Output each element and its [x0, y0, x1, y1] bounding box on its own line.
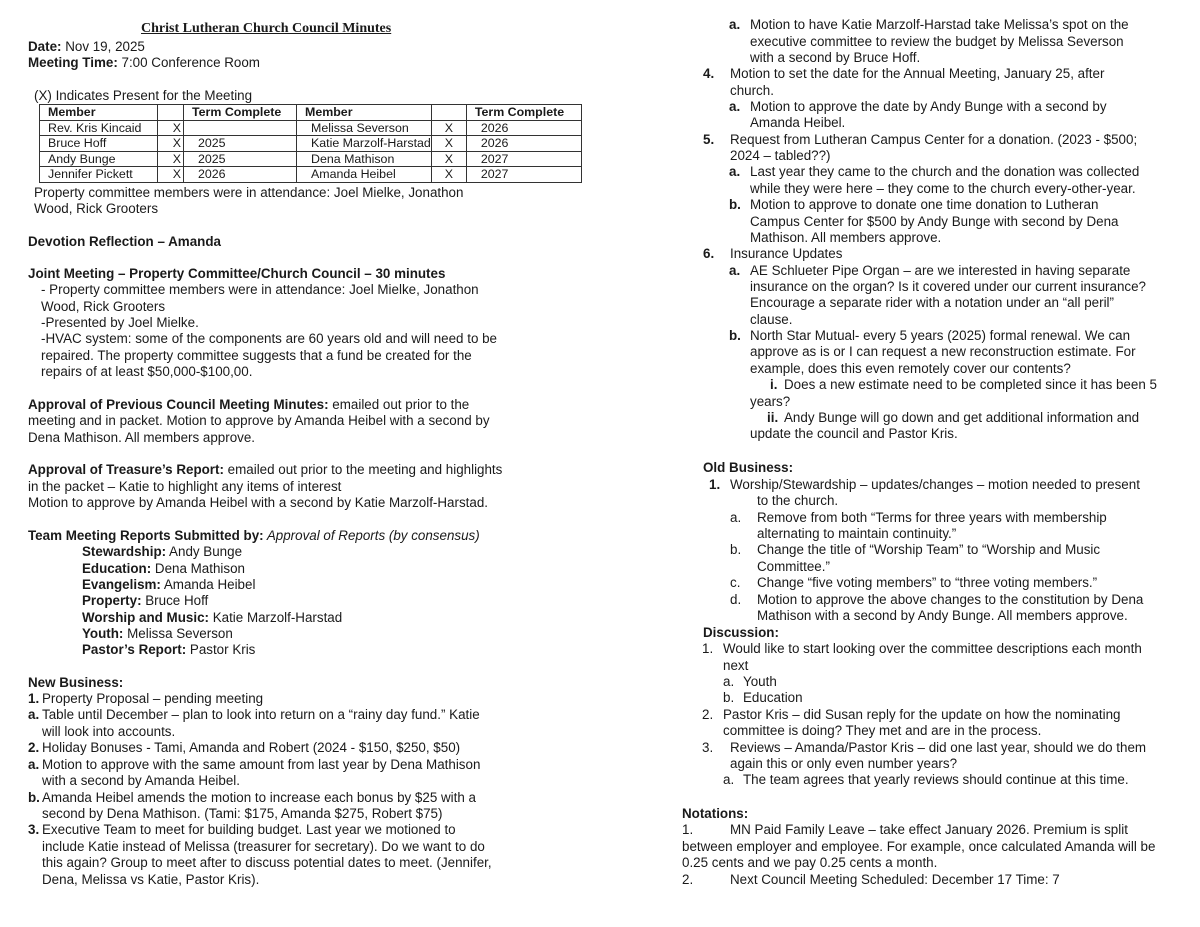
list-item: insurance on the organ? Is it covered under our current insurance?: [750, 279, 1147, 294]
list-item: Mathison. All members approve.: [750, 230, 942, 245]
list-item: Insurance Updates: [730, 246, 843, 261]
list-marker: a.: [723, 674, 735, 689]
list-item: Dena, Melissa vs Katie, Pastor Kris).: [42, 872, 260, 887]
list-item: clause.: [750, 312, 793, 327]
list-marker: 2.: [682, 872, 694, 887]
list-item: alternating to maintain continuity.”: [757, 526, 957, 541]
member-name: Rev. Kris Kincaid: [40, 120, 158, 136]
member-name: Katie Marzolf-Harstad: [297, 136, 432, 152]
column-header: Term Complete: [184, 105, 297, 121]
member-name: Jennifer Pickett: [40, 167, 158, 183]
table-row: [40, 151, 582, 167]
table-row: [40, 120, 582, 136]
list-marker: b.: [729, 328, 741, 343]
term-year: [184, 120, 297, 136]
list-marker: 2.: [28, 740, 40, 755]
term-year: 2027: [466, 151, 581, 167]
list-item: approve as is or I can request a new reconstruction estimate. For: [750, 344, 1136, 359]
new-business-heading: New Business:: [28, 675, 124, 690]
team-report-item: Property: Bruce Hoff: [82, 593, 209, 608]
joint-meeting-line: - Property committee members were in attendance: Joel Mielke, Jonathon: [41, 282, 479, 297]
list-item: Motion to approve the above changes to the constitution by Dena: [757, 592, 1144, 607]
team-report-item: Pastor’s Report: Pastor Kris: [82, 642, 256, 657]
list-marker: 1.: [682, 822, 694, 837]
next-meeting-schedule: Next Council Meeting Scheduled: December 17 Time: 7: [730, 872, 1060, 887]
list-marker: a.: [729, 164, 741, 179]
list-item: executive committee to review the budget by Melissa Severson: [750, 34, 1124, 49]
joint-meeting-heading: Joint Meeting – Property Committee/Church Council – 30 minutes: [28, 266, 446, 281]
list-item: Remove from both “Terms for three years with membership: [757, 510, 1107, 525]
attendance-caption: (X) Indicates Present for the Meeting: [34, 88, 253, 103]
joint-meeting-line: repaired. The property committee suggests that a fund be created for the: [41, 348, 472, 363]
property-attendance-note: Property committee members were in attendance: Joel Mielke, Jonathon: [34, 185, 464, 200]
list-marker: c.: [730, 575, 741, 590]
term-year: 2027: [466, 167, 581, 183]
team-report-item: Education: Dena Mathison: [82, 561, 245, 576]
list-item: Motion to have Katie Marzolf-Harstad take Melissa’s spot on the: [750, 17, 1129, 32]
joint-meeting-line: -HVAC system: some of the components are 60 years old and will need to be: [41, 331, 498, 346]
list-item: to the church.: [757, 493, 839, 508]
list-item: Reviews – Amanda/Pastor Kris – did one last year, should we do them: [730, 740, 1147, 755]
previous-minutes-line: Dena Mathison. All members approve.: [28, 430, 256, 445]
list-item: Does a new estimate need to be completed since it has been 5: [784, 377, 1157, 392]
column-header: Member: [40, 105, 158, 121]
term-year: 2026: [466, 136, 581, 152]
list-item: Andy Bunge will go down and get additional information and: [784, 410, 1140, 425]
present-mark: X: [431, 151, 466, 167]
joint-meeting-line: Wood, Rick Grooters: [41, 299, 166, 314]
attendance-table: [39, 104, 582, 183]
present-mark: X: [158, 167, 184, 183]
list-item: example, does this even remotely cover our contents?: [750, 361, 1071, 376]
list-item: second by Dena Mathison. (Tami: $175, Amanda $275, Robert $75): [42, 806, 443, 821]
list-marker: 4.: [703, 66, 715, 81]
list-marker: a.: [730, 510, 742, 525]
list-marker: 3.: [28, 822, 40, 837]
list-item: years?: [750, 394, 791, 409]
treasurer-report-line: Motion to approve by Amanda Heibel with a second by Katie Marzolf-Harstad.: [28, 495, 488, 510]
list-item: Executive Team to meet for building budget. Last year we motioned to: [42, 822, 456, 837]
member-name: Dena Mathison: [297, 151, 432, 167]
list-item: Table until December – plan to look into return on a “rainy day fund.” Katie: [42, 707, 480, 722]
list-item: MN Paid Family Leave – take effect January 2026. Premium is split: [730, 822, 1128, 837]
discussion-heading: Discussion:: [703, 625, 779, 640]
list-item: while they were here – they come to the church every-other-year.: [750, 181, 1136, 196]
list-item: Amanda Heibel.: [750, 115, 846, 130]
list-item: North Star Mutual- every 5 years (2025) formal renewal. We can: [750, 328, 1131, 343]
present-mark: X: [158, 120, 184, 136]
list-marker: a.: [729, 263, 741, 278]
list-item: The team agrees that yearly reviews should continue at this time.: [743, 772, 1129, 787]
member-name: Andy Bunge: [40, 151, 158, 167]
column-header: [431, 105, 466, 121]
term-year: 2026: [466, 120, 581, 136]
meeting-time: Meeting Time: 7:00 Conference Room: [28, 55, 260, 70]
list-item: Campus Center for $500 by Andy Bunge with second by Dena: [750, 214, 1119, 229]
list-marker: 2.: [702, 707, 714, 722]
list-item: church.: [730, 83, 774, 98]
list-item: Youth: [743, 674, 777, 689]
table-row: [40, 136, 582, 152]
list-item: 0.25 cents and we pay 0.25 cents a month.: [682, 855, 938, 870]
present-mark: X: [431, 136, 466, 152]
document-title: Christ Lutheran Church Council Minutes: [141, 21, 392, 36]
column-header: Member: [297, 105, 432, 121]
list-marker: 3.: [702, 740, 714, 755]
list-item: Change the title of “Worship Team” to “Worship and Music: [757, 542, 1101, 557]
list-marker: a.: [28, 707, 40, 722]
previous-minutes-line: meeting and in packet. Motion to approve by Amanda Heibel with a second by: [28, 413, 490, 428]
property-attendance-note: Wood, Rick Grooters: [34, 201, 159, 216]
table-row: [40, 167, 582, 183]
treasurer-report-line: in the packet – Katie to highlight any items of interest: [28, 479, 342, 494]
devotion-heading: Devotion Reflection – Amanda: [28, 234, 221, 249]
list-marker: 1.: [702, 641, 714, 656]
joint-meeting-line: -Presented by Joel Mielke.: [41, 315, 199, 330]
joint-meeting-line: repairs of at least $50,000-$100,00.: [41, 364, 253, 379]
present-mark: X: [431, 167, 466, 183]
list-item: 2024 – tabled??): [730, 148, 831, 163]
list-item: Property Proposal – pending meeting: [42, 691, 264, 706]
member-name: Bruce Hoff: [40, 136, 158, 152]
list-marker: ii.: [767, 410, 779, 425]
present-mark: X: [158, 151, 184, 167]
list-item: Last year they came to the church and the donation was collected: [750, 164, 1140, 179]
list-marker: a.: [729, 99, 741, 114]
list-item: between employer and employee. For example, once calculated Amanda will be: [682, 839, 1156, 854]
list-item: again this or only even number years?: [730, 756, 958, 771]
meeting-date: Date: Nov 19, 2025: [28, 39, 145, 54]
present-mark: X: [431, 120, 466, 136]
list-marker: a.: [729, 17, 741, 32]
list-marker: 1.: [709, 477, 721, 492]
team-reports-heading: Team Meeting Reports Submitted by: Approval of Reports (by consensus): [28, 528, 480, 543]
team-report-item: Stewardship: Andy Bunge: [82, 544, 243, 559]
list-marker: 6.: [703, 246, 715, 261]
list-marker: 5.: [703, 132, 715, 147]
list-item: with a second by Bruce Hoff.: [750, 50, 921, 65]
list-item: Motion to set the date for the Annual Meeting, January 25, after: [730, 66, 1105, 81]
list-marker: b.: [28, 790, 40, 805]
old-business-heading: Old Business:: [703, 460, 794, 475]
list-item: include Katie instead of Melissa (treasurer for secretary). Do we want to do: [42, 839, 485, 854]
table-header-row: [40, 105, 582, 121]
list-item: Worship/Stewardship – updates/changes – motion needed to present: [730, 477, 1140, 492]
team-report-item: Youth: Melissa Severson: [82, 626, 233, 641]
list-marker: d.: [730, 592, 742, 607]
list-item: AE Schlueter Pipe Organ – are we interested in having separate: [750, 263, 1131, 278]
list-item: Amanda Heibel amends the motion to increase each bonus by $25 with a: [42, 790, 476, 805]
term-year: 2025: [184, 151, 297, 167]
member-name: Amanda Heibel: [297, 167, 432, 183]
list-marker: b.: [723, 690, 735, 705]
list-marker: a.: [28, 757, 40, 772]
list-marker: 1.: [28, 691, 40, 706]
list-item: Change “five voting members” to “three voting members.”: [757, 575, 1098, 590]
team-report-item: Evangelism: Amanda Heibel: [82, 577, 256, 592]
list-item: Pastor Kris – did Susan reply for the update on how the nominating: [723, 707, 1121, 722]
list-item: Motion to approve with the same amount from last year by Dena Mathison: [42, 757, 481, 772]
column-header: [158, 105, 184, 121]
term-year: 2025: [184, 136, 297, 152]
list-item: Motion to approve the date by Andy Bunge with a second by: [750, 99, 1107, 114]
member-name: Melissa Severson: [297, 120, 432, 136]
treasurer-report-section: Approval of Treasure’s Report: emailed out prior to the meeting and highlights: [28, 462, 503, 477]
list-item: Motion to approve to donate one time donation to Lutheran: [750, 197, 1099, 212]
column-header: Term Complete: [466, 105, 581, 121]
list-marker: a.: [723, 772, 735, 787]
list-item: will look into accounts.: [42, 724, 176, 739]
list-marker: i.: [770, 377, 778, 392]
list-item: Committee.”: [757, 559, 830, 574]
previous-minutes-section: Approval of Previous Council Meeting Minutes: emailed out prior to the: [28, 397, 470, 412]
list-item: with a second by Amanda Heibel.: [42, 773, 241, 788]
list-item: next: [723, 658, 749, 673]
list-item: update the council and Pastor Kris.: [750, 426, 958, 441]
list-item: Education: [743, 690, 803, 705]
list-marker: b.: [730, 542, 742, 557]
list-item: Encourage a separate rider with a notation under an “all peril”: [750, 295, 1114, 310]
team-report-item: Worship and Music: Katie Marzolf-Harstad: [82, 610, 343, 625]
present-mark: X: [158, 136, 184, 152]
list-item: Mathison with a second by Andy Bunge. All members approve.: [757, 608, 1128, 623]
notations-heading: Notations:: [682, 806, 749, 821]
term-year: 2026: [184, 167, 297, 183]
list-marker: b.: [729, 197, 741, 212]
list-item: Holiday Bonuses - Tami, Amanda and Robert (2024 - $150, $250, $50): [42, 740, 461, 755]
list-item: this again? Group to meet after to discuss potential dates to meet. (Jennifer,: [42, 855, 492, 870]
list-item: Would like to start looking over the committee descriptions each month: [723, 641, 1142, 656]
list-item: committee is doing? They met and are in the process.: [723, 723, 1042, 738]
list-item: Request from Lutheran Campus Center for a donation. (2023 - $500;: [730, 132, 1138, 147]
